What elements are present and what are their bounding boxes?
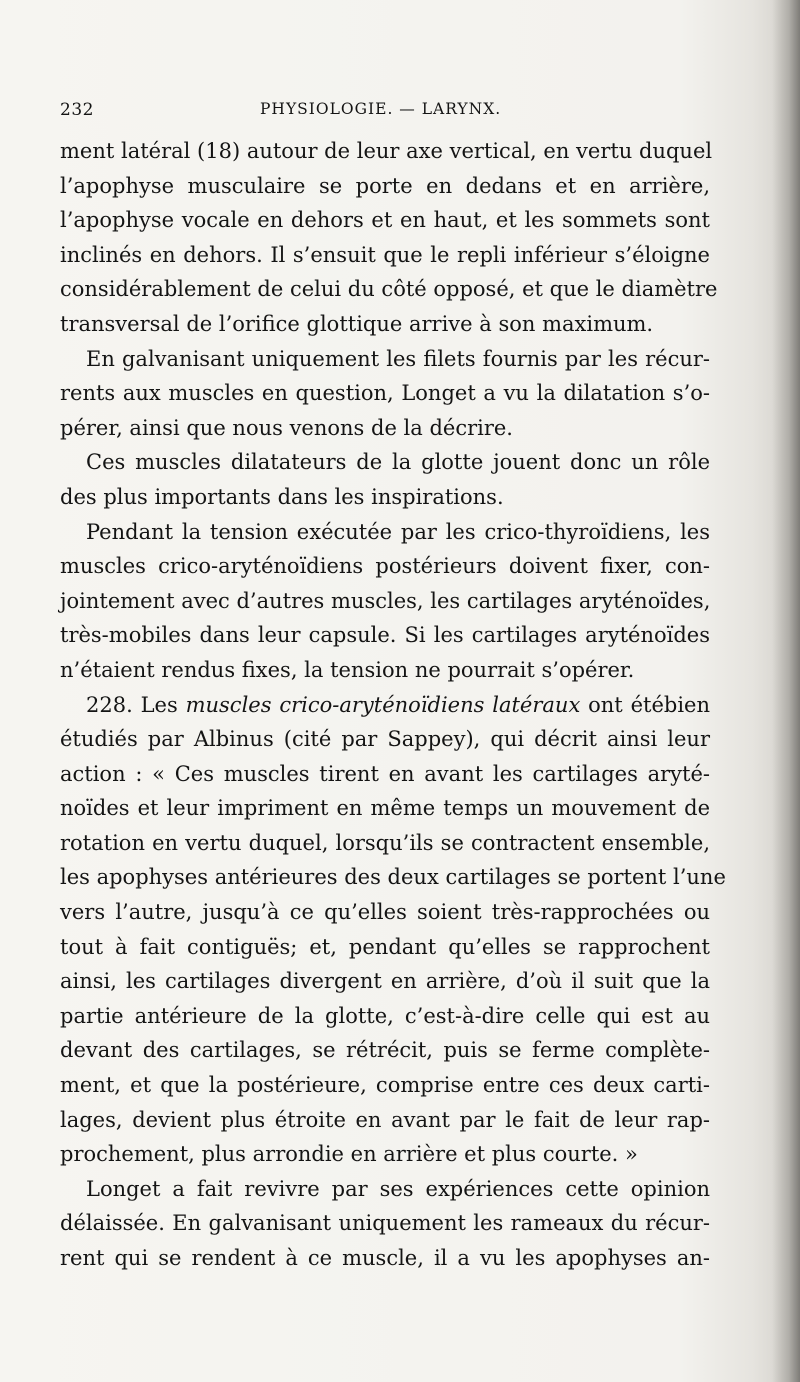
page-gutter-shadow [772, 0, 800, 1382]
text-line: des plus importants dans les inspirations. [60, 484, 504, 509]
text-line: ment, et que la postérieure, comprise entre ces deux carti- [60, 1073, 710, 1098]
text-line: lages, devient plus étroite en avant par le fait de leur rap- [60, 1107, 710, 1132]
text-line: rents aux muscles en question, Longet a vu la dilatation s’o- [60, 381, 710, 406]
text-line: noïdes et leur impriment en même temps un mouvement de [60, 796, 710, 821]
text-line: ainsi, les cartilages divergent en arrière, d’où il suit que la [60, 969, 710, 994]
text-line: tout à fait contiguës; et, pendant qu’elles se rapprochent [60, 934, 710, 959]
text-line: pérer, ainsi que nous venons de la décrire. [60, 415, 513, 440]
text-line: jointement avec d’autres muscles, les cartilages aryténoïdes, [60, 588, 711, 613]
text-line: muscles crico-aryténoïdiens postérieurs doivent fixer, con- [60, 554, 710, 579]
text-line: l’apophyse vocale en dehors et en haut, et les sommets sont [60, 208, 710, 233]
text-line: Pendant la tension exécutée par les crico-thyroïdiens, les [86, 519, 710, 544]
section-tail: ont étébien [580, 692, 710, 717]
text-line: ment latéral (18) autour de leur axe vertical, en vertu duquel [60, 139, 713, 163]
text-line: transversal de l’orifice glottique arrive à son maximum. [60, 311, 654, 336]
italic-term: muscles crico-aryténoïdiens latéraux [185, 692, 581, 717]
section-lead: 228. Les [86, 692, 186, 717]
text-line: action : « Ces muscles tirent en avant les cartilages aryté- [60, 761, 710, 786]
running-title: PHYSIOLOGIE. — LARYNX. [260, 100, 502, 118]
text-line: étudiés par Albinus (cité par Sappey), qui décrit ainsi leur [60, 727, 710, 752]
text-line: Longet a fait revivre par ses expériences cette opinion [86, 1176, 710, 1201]
text-line: partie antérieure de la glotte, c’est-à-dire celle qui est au [60, 1003, 710, 1028]
text-line: l’apophyse musculaire se porte en dedans et en arrière, [60, 173, 710, 198]
text-line: considérablement de celui du côté opposé, et que le diamètre [60, 277, 718, 302]
text-line: Ces muscles dilatateurs de la glotte jouent donc un rôle [86, 450, 710, 475]
page-number: 232 [60, 100, 94, 120]
text-line: rotation en vertu duquel, lorsqu’ils se contractent ensemble, [60, 830, 710, 855]
text-line: devant des cartilages, se rétrécit, puis se ferme complète- [60, 1038, 710, 1063]
text-line-section-228 [60, 688, 710, 723]
text-line: n’étaient rendus fixes, la tension ne pourrait s’opérer. [60, 657, 635, 682]
text-line: En galvanisant uniquement les filets fournis par les récur- [86, 346, 710, 371]
text-line: rent qui se rendent à ce muscle, il a vu les apophyses an- [60, 1246, 710, 1270]
text-line: prochement, plus arrondie en arrière et plus courte. » [60, 1142, 638, 1167]
text-line: les apophyses antérieures des deux cartilages se portent l’une [60, 865, 726, 890]
body-text [60, 134, 726, 1276]
text-line: vers l’autre, jusqu’à ce qu’elles soient très-rapprochées ou [60, 900, 710, 925]
text-line: très-mobiles dans leur capsule. Si les cartilages aryténoïdes [60, 623, 710, 648]
page-header [60, 100, 700, 128]
text-line: délaissée. En galvanisant uniquement les rameaux du récur- [60, 1211, 710, 1236]
text-line: inclinés en dehors. Il s’ensuit que le repli inférieur s’éloigne [60, 242, 710, 267]
